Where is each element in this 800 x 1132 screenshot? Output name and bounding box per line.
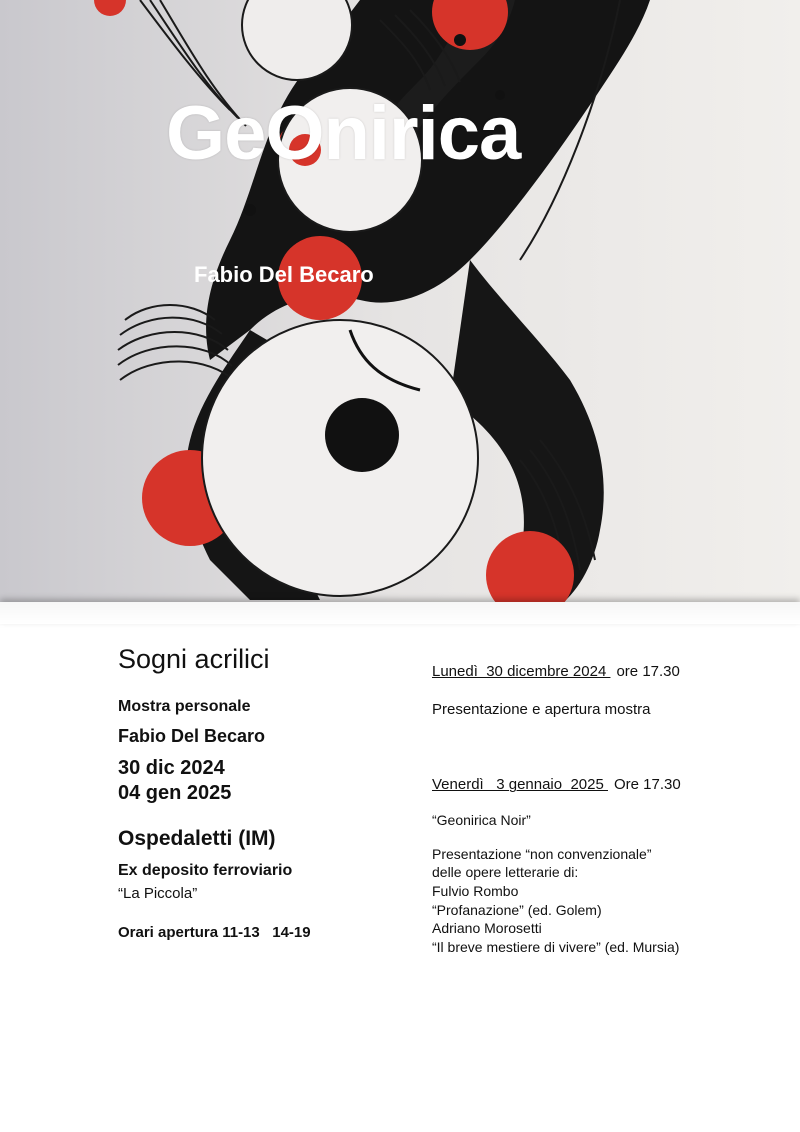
event-description: Presentazione e apertura mostra bbox=[432, 700, 651, 718]
event-noir bbox=[432, 775, 772, 956]
event-opening bbox=[432, 662, 772, 719]
exhibition-type: Mostra personale bbox=[118, 698, 251, 716]
event-detail-line: delle opere letterarie di: bbox=[432, 864, 579, 881]
section-divider bbox=[0, 602, 800, 624]
opening-hours: Orari apertura 11-13 14-19 bbox=[118, 924, 311, 942]
event-header bbox=[432, 775, 772, 795]
event-detail-line: Fulvio Rombo bbox=[432, 882, 519, 899]
event-date: Lunedì 30 dicembre 2024 bbox=[432, 663, 611, 680]
date-start: 30 dic 2024 bbox=[118, 756, 225, 779]
poster-title: GeOnirica bbox=[166, 91, 521, 176]
event-detail-line: “Il breve mestiere di vivere” (ed. Mursia) bbox=[432, 938, 680, 955]
venue-name: “La Piccola” bbox=[118, 884, 198, 902]
event-time: ore 17.30 bbox=[616, 663, 680, 680]
exhibition-subtitle: Sogni acrilici bbox=[118, 644, 270, 674]
event-detail-line: “Profanazione” (ed. Golem) bbox=[432, 901, 602, 918]
event-header bbox=[432, 662, 772, 682]
exhibition-city: Ospedaletti (IM) bbox=[118, 826, 276, 850]
event-detail-line: Adriano Morosetti bbox=[432, 920, 542, 937]
exhibition-info bbox=[118, 644, 408, 943]
event-detail-line: Presentazione “non convenzionale” bbox=[432, 845, 652, 862]
poster-artist-name: Fabio Del Becaro bbox=[194, 262, 374, 287]
venue-type: Ex deposito ferroviario bbox=[118, 862, 293, 880]
event-time: Ore 17.30 bbox=[613, 776, 681, 793]
event-details bbox=[432, 845, 772, 957]
date-end: 04 gen 2025 bbox=[118, 781, 232, 804]
events-schedule bbox=[432, 662, 772, 956]
event-date: Venerdì 3 gennaio 2025 bbox=[432, 776, 608, 793]
event-title: “Geonirica Noir” bbox=[432, 811, 531, 828]
exhibition-artist: Fabio Del Becaro bbox=[118, 726, 266, 747]
